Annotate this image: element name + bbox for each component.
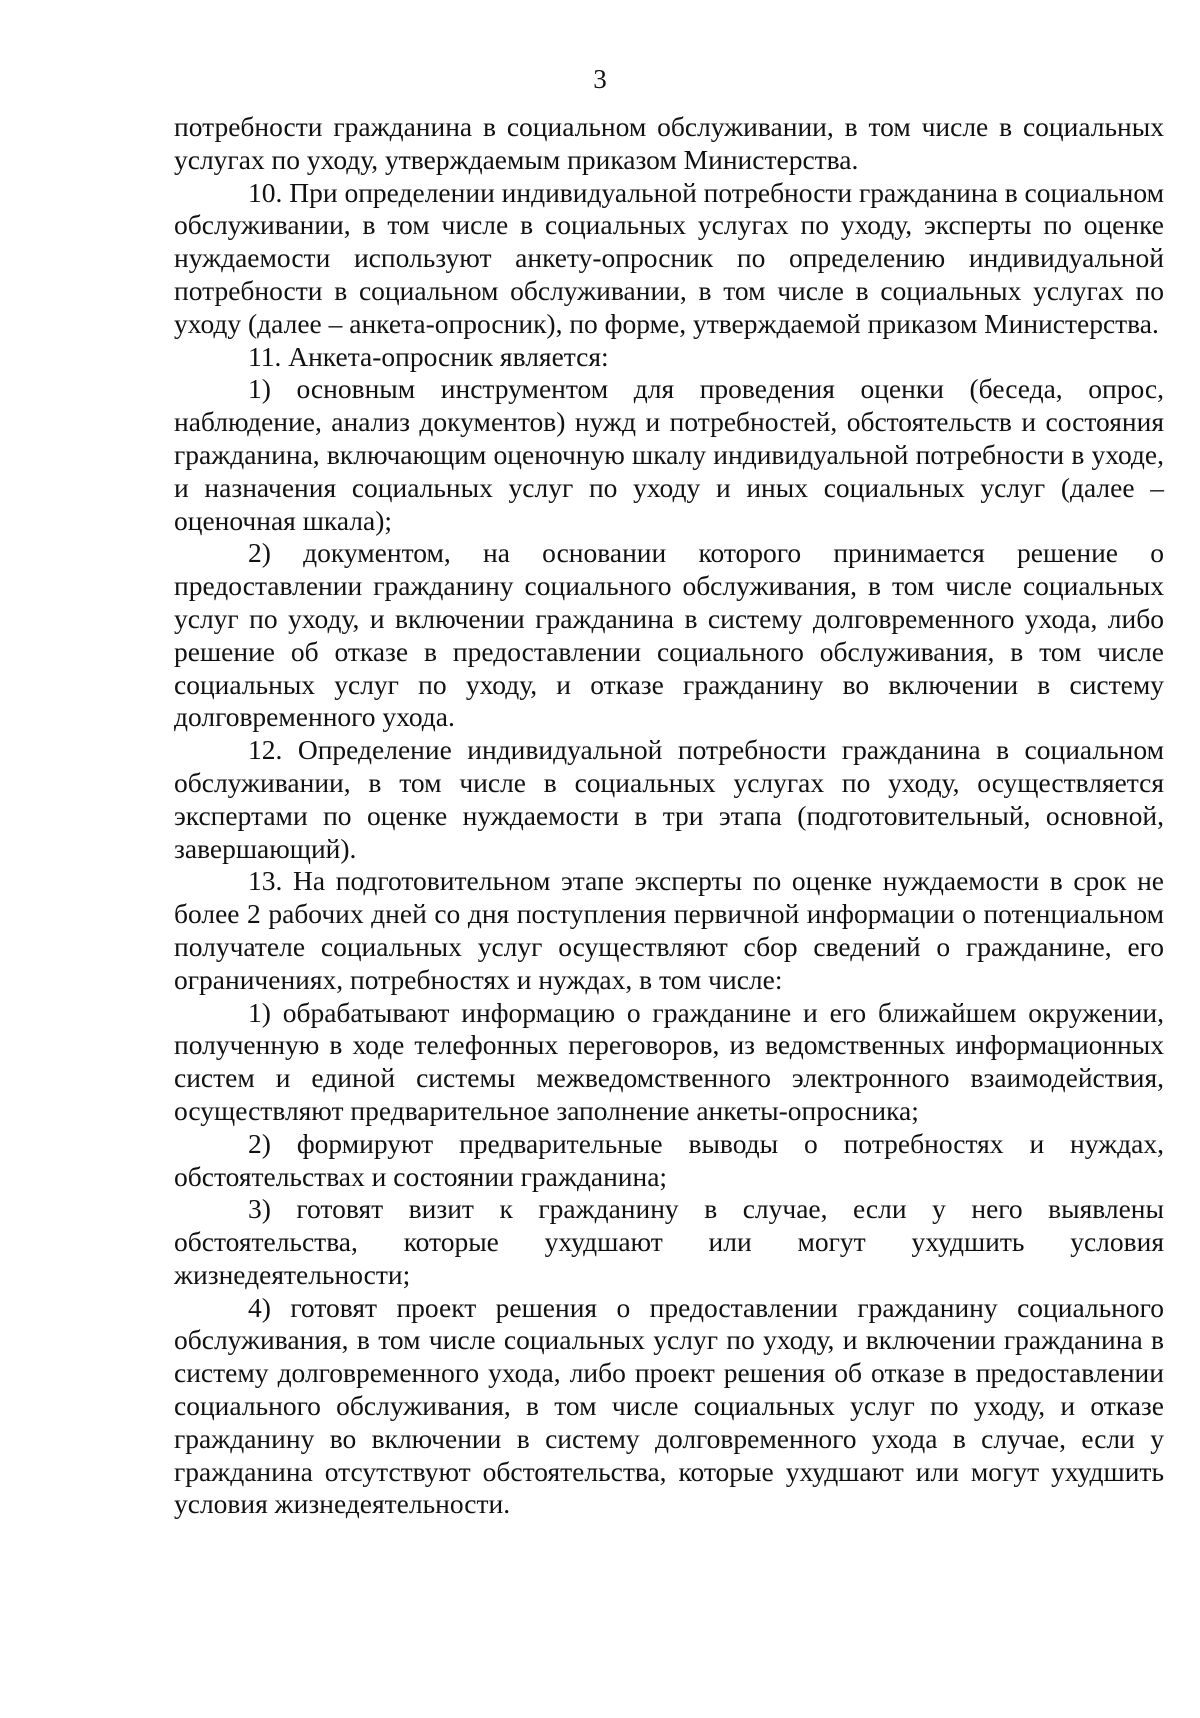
paragraph-13: 13. На подготовительном этапе эксперты по оценке нуждаемости в срок не более 2 рабочих дней со дня поступления первичной информации о потенциальном получателе социальных услуг осуществляют сбор сведений о гражданине, его ограничениях, потребностях и нуждах, в том числе:: [174, 865, 1164, 995]
paragraph-10: 10. При определении индивидуальной потребности гражданина в социальном обслуживании, в том числе в социальных услугах по уходу, эксперты по оценке нуждаемости используют анкету-опросник по определению индивидуальной потребности в социальном обслуживании, в том числе в социальных услугах по уходу (далее – анкета-опросник), по форме, утверждаемой приказом Министерства.: [174, 176, 1164, 339]
page-number: 3: [593, 64, 607, 94]
paragraph-11: 11. Анкета-опросник является:: [248, 340, 609, 372]
paragraph-13-item-1: 1) обрабатывают информацию о гражданине и его ближайшем окружении, полученную в ходе телефонных переговоров, из ведомственных информационных систем и единой системы межведомственного электронного взаимодействия, осуществляют предварительное заполнение анкеты-опросника;: [174, 996, 1164, 1126]
document-body: [174, 111, 1164, 1521]
paragraph-13-item-2: 2) формируют предварительные выводы о потребностях и нуждах, обстоятельствах и состоянии гражданина;: [174, 1127, 1164, 1192]
paragraph-11-item-1: 1) основным инструментом для проведения оценки (беседа, опрос, наблюдение, анализ документов) нужд и потребностей, обстоятельств и состояния гражданина, включающим оценочную шкалу индивидуальной потребности в уходе, и назначения социальных услуг по уходу и иных социальных услуг (далее – оценочная шкала);: [174, 373, 1164, 536]
paragraph-12: 12. Определение индивидуальной потребности гражданина в социальном обслуживании, в том числе в социальных услугах по уходу, осуществляется экспертами по оценке нуждаемости в три этапа (подготовительный, основной, завершающий).: [174, 734, 1164, 864]
paragraph-13-item-4: 4) готовят проект решения о предоставлении гражданину социального обслуживания, в том числе социальных услуг по уходу, и включении гражданина в систему долговременного ухода, либо проект решения об отказе в предоставлении социального обслуживания, в том числе социальных услуг по уходу, и отказе гражданину во включении в систему долговременного ухода в случае, если у гражданина отсутствуют обстоятельства, которые ухудшают или могут ухудшить условия жизнедеятельности.: [174, 1291, 1164, 1520]
paragraph-11-item-2: 2) документом, на основании которого принимается решение о предоставлении гражданину социального обслуживания, в том числе социальных услуг по уходу, и включении гражданина в систему долговременного ухода, либо решение об отказе в предоставлении социального обслуживания, в том числе социальных услуг по уходу, и отказе гражданину во включении в систему долговременного ухода.: [174, 537, 1164, 733]
paragraph-13-item-3: 3) готовят визит к гражданину в случае, если у него выявлены обстоятельства, которые ухудшают или могут ухудшить условия жизнедеятельности;: [174, 1193, 1164, 1290]
paragraph-continuation: потребности гражданина в социальном обслуживании, в том числе в социальных услугах по уходу, утверждаемым приказом Министерства.: [174, 111, 1164, 175]
